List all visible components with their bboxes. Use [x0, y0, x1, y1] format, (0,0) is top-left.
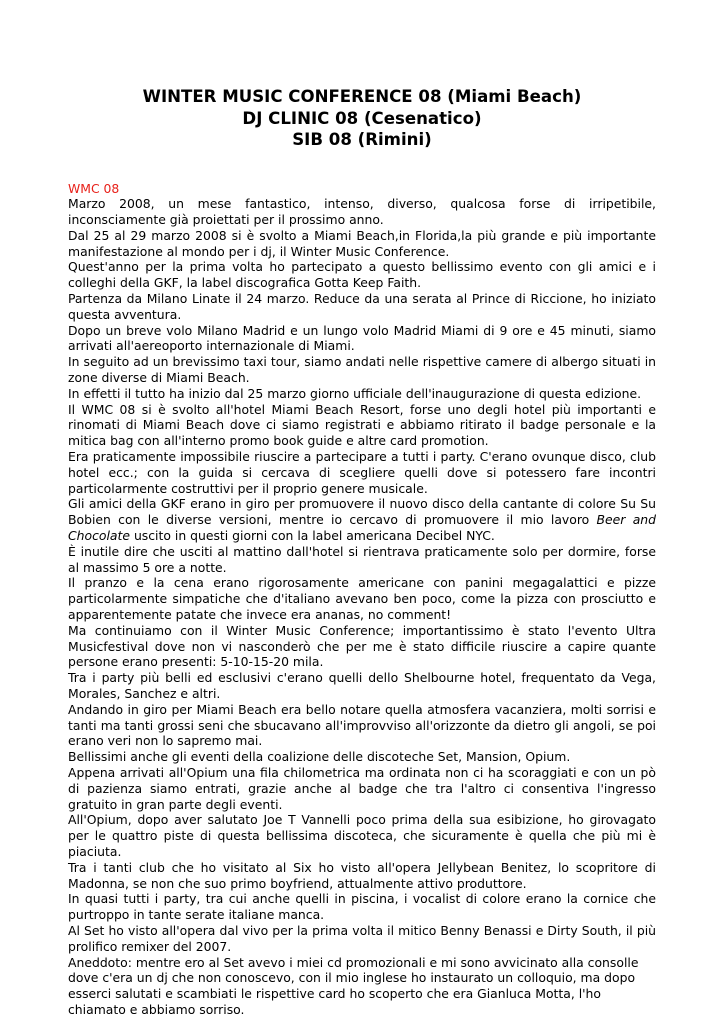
paragraph: All'Opium, dopo aver salutato Joe T Vannelli poco prima della sua esibizione, ho girovagato per le quattro piste di questa bellissima discoteca, che sicuramente è quella che più mi è piaciuta.: [68, 812, 656, 859]
paragraph: Aneddoto: mentre ero al Set avevo i miei cd promozionali e mi sono avvicinato alla consolle dove c'era un dj che non conoscevo, con il mio inglese ho instaurato un colloquio, ma dopo esserci salutati e scambiati le rispettive card ho scoperto che era Gianluca Motta, l'ho chiamato e abbiamo sorriso.: [68, 954, 639, 1017]
paragraph: Ma continuiamo con il Winter Music Conference; importantissimo è stato l'evento Ultra Musicfestival dove non vi nasconderò che per me è stato difficile riuscire a capire quante persone erano presenti: 5-10-15-20 mila.: [68, 622, 656, 670]
section-label: WMC 08: [68, 180, 120, 196]
paragraph: Andando in giro per Miami Beach era bello notare quella atmosfera vacanziera, molti sorrisi e tanti ma tanti grossi seni che sbucavano all'improvviso all'orizzonte da dietro gli angoli, se poi erano veri non lo sapremo mai.: [68, 701, 656, 749]
paragraph: Era praticamente impossibile riuscire a partecipare a tutti i party. C'erano ovunque disco, club hotel ecc.; con la guida si cercava di scegliere quelli dove si potessero fare incontri particolarmente costruttivi per il proprio genere musicale.: [68, 449, 656, 496]
paragraph: Dopo un breve volo Milano Madrid e un lungo volo Madrid Miami di 9 ore e 45 minuti, siamo arrivati all'aereoporto internazionale di Miami.: [68, 322, 656, 354]
paragraph-text: Gli amici della GKF erano in giro per promuovere il nuovo disco della cantante di colore Su Su Bobien con le diverse versioni, mentre io cercavo di promuovere il mio lavoro: [68, 496, 656, 528]
article-body: [68, 196, 656, 1017]
paragraph: In effetti il tutto ha inizio dal 25 marzo giorno ufficiale dell'inaugurazione di questa edizione.: [68, 385, 642, 401]
italic-track-title: Beer and Chocolate: [68, 512, 656, 544]
paragraph: Il WMC 08 si è svolto all'hotel Miami Beach Resort, forse uno degli hotel più importanti e rinomati di Miami Beach dove ci siamo registrati e abbiamo ritirato il badge personale e la mitica bag con all'interno promo book guide e altre card promotion.: [68, 401, 656, 449]
paragraph: Tra i tanti club che ho visitato al Six ho visto all'opera Jellybean Benitez, lo scopritore di Madonna, se non che suo primo boyfriend, attualmente attivo produttore.: [68, 859, 656, 891]
paragraph: Partenza da Milano Linate il 24 marzo. Reduce da una serata al Prince di Riccione, ho iniziato questa avventura.: [68, 291, 656, 322]
paragraph: Tra i party più belli ed esclusivi c'erano quelli dello Shelbourne hotel, frequentato da Vega, Morales, Sanchez e altri.: [68, 670, 656, 701]
title-line-wmc: WINTER MUSIC CONFERENCE 08 (Miami Beach): [142, 87, 582, 106]
title-line-dj-clinic: DJ CLINIC 08 (Cesenatico): [242, 108, 482, 128]
paragraph: Dal 25 al 29 marzo 2008 si è svolto a Miami Beach,in Florida,la più grande e più importante manifestazione al mondo per i dj, il Winter Music Conference.: [68, 227, 656, 259]
document-title: [68, 86, 656, 151]
paragraph: In quasi tutti i party, tra cui anche quelli in piscina, i vocalist di colore erano la cornice che purtroppo in tante serate italiane manca.: [68, 891, 656, 923]
title-line-sib: SIB 08 (Rimini): [292, 130, 432, 149]
paragraph: In seguito ad un brevissimo taxi tour, siamo andati nelle rispettive camere di albergo situati in zone diverse di Miami Beach.: [68, 354, 656, 386]
paragraph: Il pranzo e la cena erano rigorosamente americane con panini megagalattici e pizze particolarmente simpatiche che d'italiano avevano ben poco, come la pizza con prosciutto e apparentemente patate che invece era ananas, no comment!: [68, 575, 656, 623]
paragraph: È inutile dire che usciti al mattino dall'hotel si rientrava praticamente solo per dormire, forse al massimo 5 ore a notte.: [68, 543, 656, 575]
paragraph-text: uscito in questi giorni con la label americana Decibel NYC.: [130, 528, 495, 544]
paragraph-with-italic-title: [68, 496, 656, 543]
paragraph: Bellissimi anche gli eventi della coalizione delle discoteche Set, Mansion, Opium.: [68, 749, 571, 765]
paragraph: Marzo 2008, un mese fantastico, intenso, diverso, qualcosa forse di irripetibile, inconsciamente già proiettati per il prossimo anno.: [68, 196, 656, 228]
paragraph: Appena arrivati all'Opium una fila chilometrica ma ordinata non ci ha scoraggiati e con un pò di pazienza siamo entrati, grazie anche al badge che tra l'altro ci consentiva l'ingresso gratuito in gran parte degli eventi.: [68, 764, 656, 812]
paragraph: Al Set ho visto all'opera dal vivo per la prima volta il mitico Benny Benassi e Dirty South, il più prolifico remixer del 2007.: [68, 922, 656, 954]
paragraph: Quest'anno per la prima volta ho partecipato a questo bellissimo evento con gli amici e i colleghi della GKF, la label discografica Gotta Keep Faith.: [68, 259, 656, 291]
document-page: [68, 86, 656, 1018]
